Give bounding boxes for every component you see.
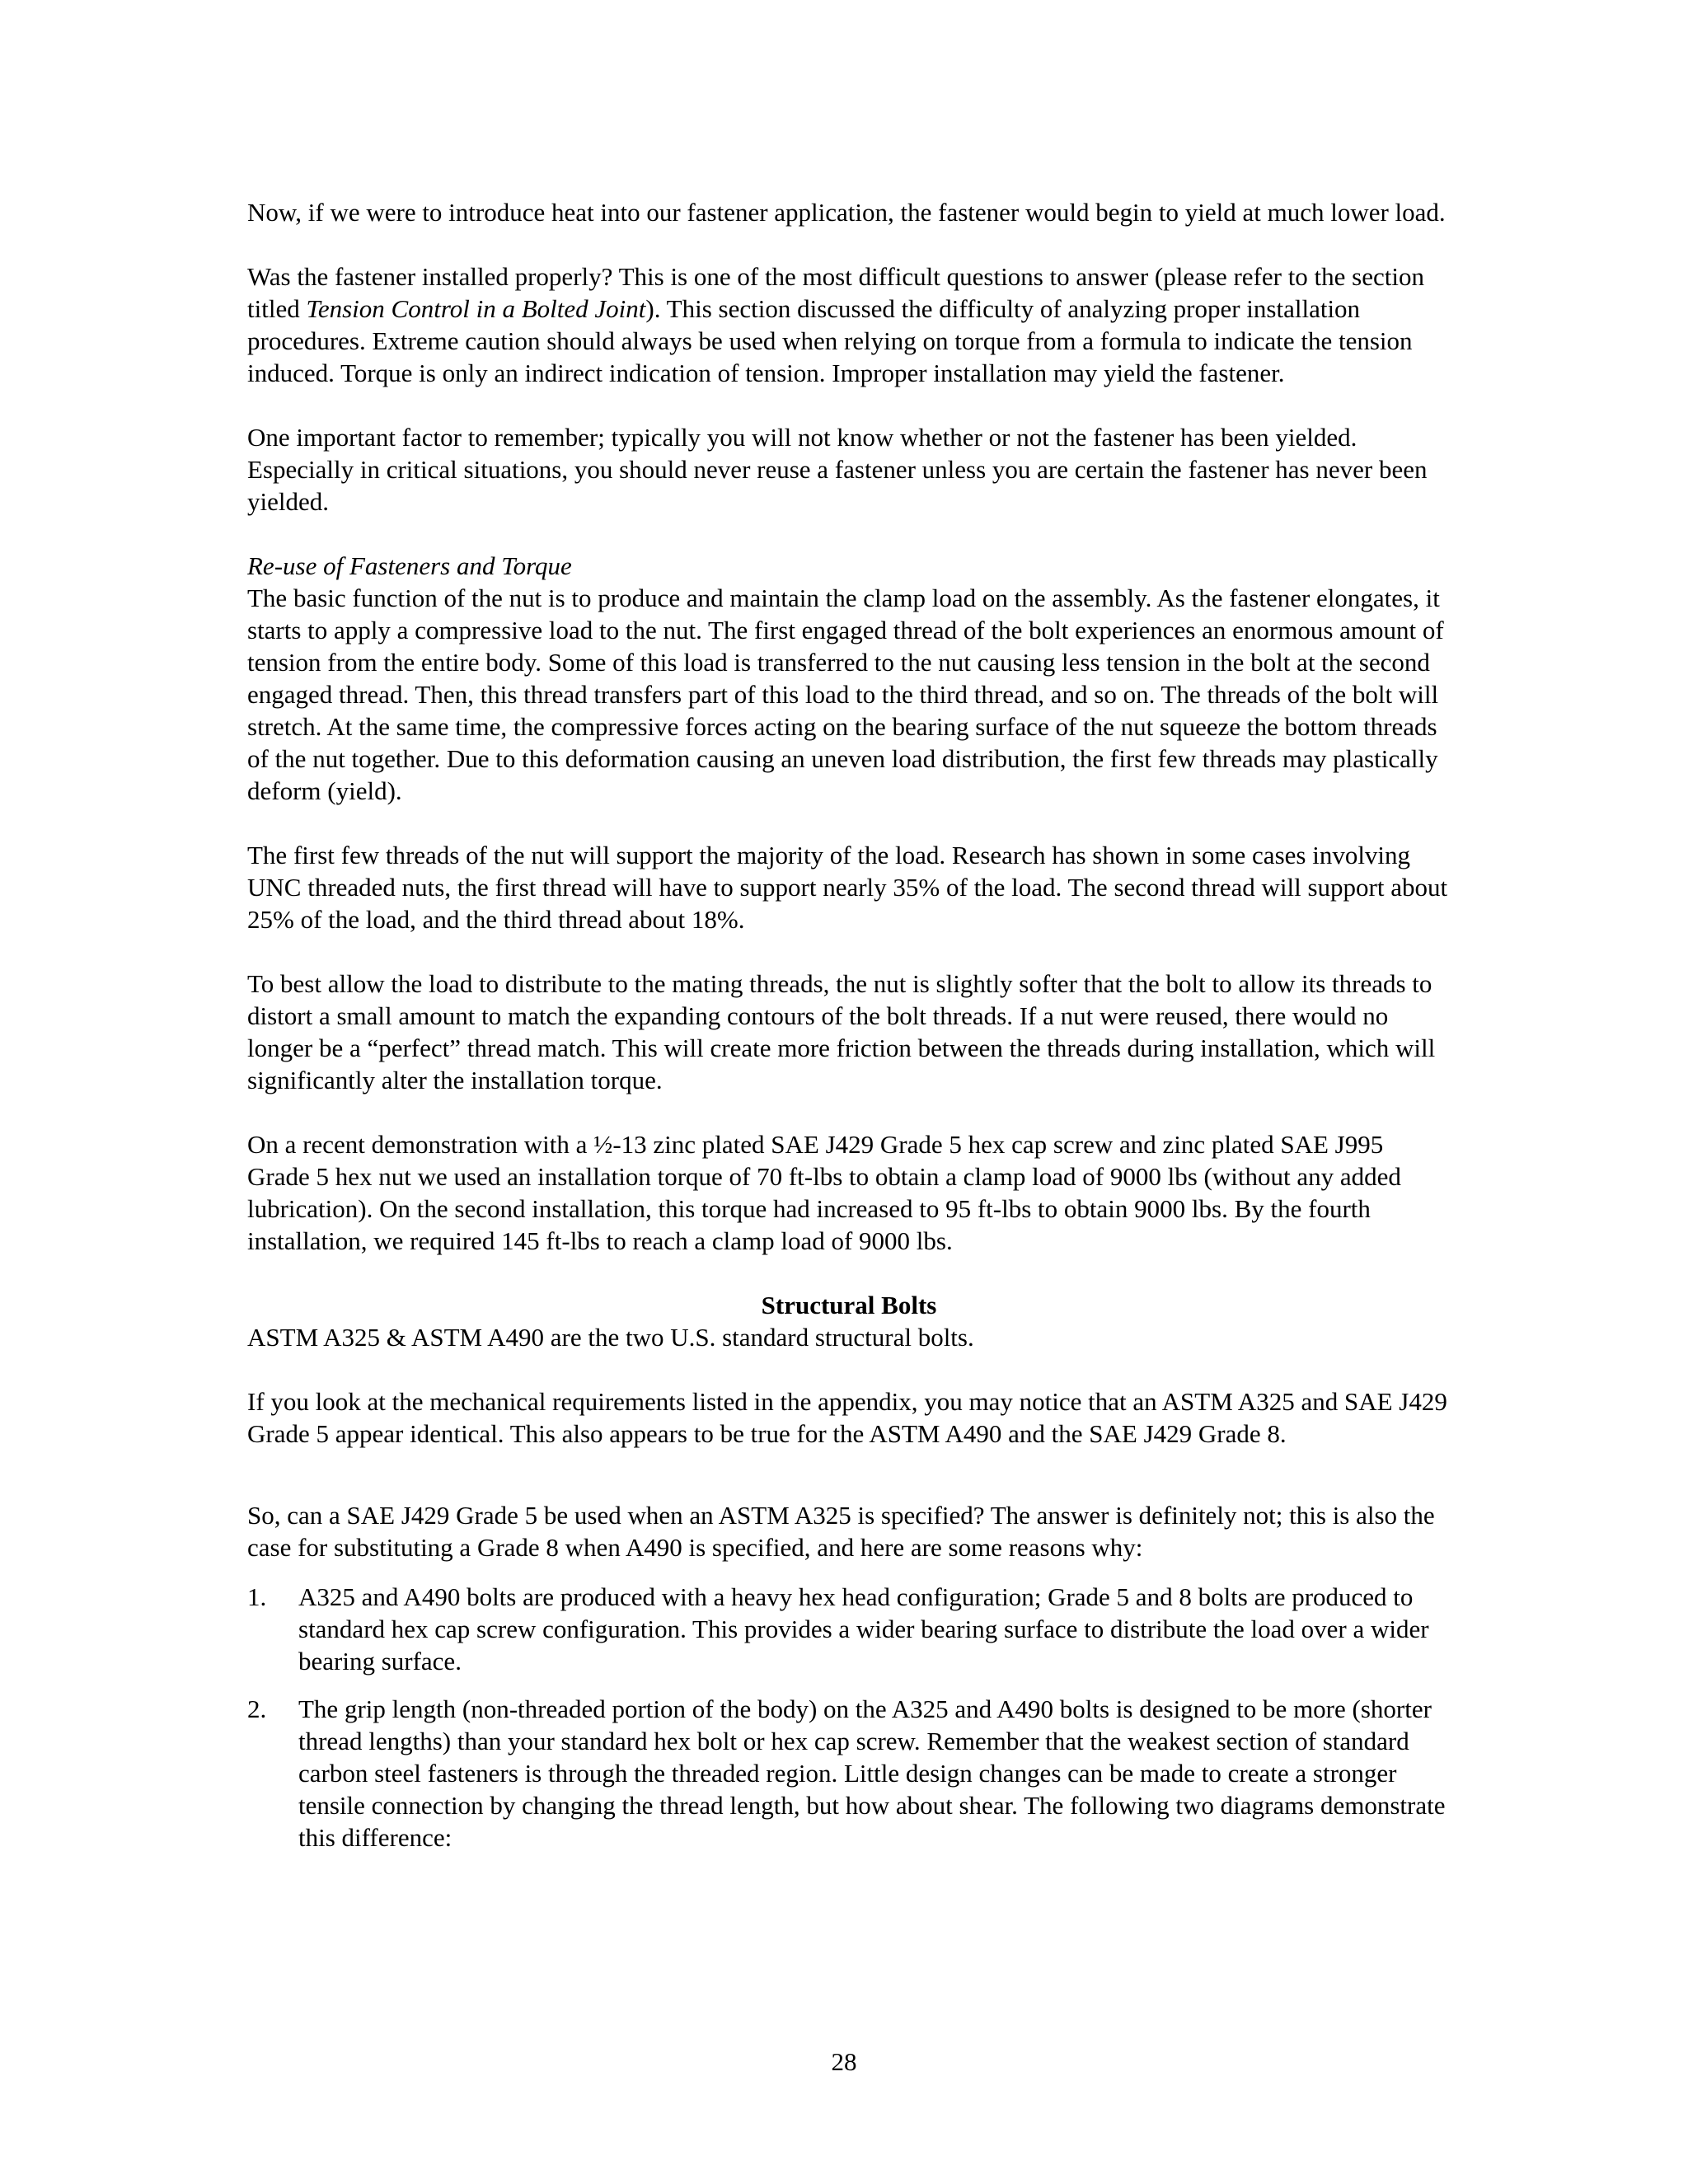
list-item-text: A325 and A490 bolts are produced with a heavy hex head configuration; Grade 5 and 8 bolts are produced to standard hex cap screw configuration. This provides a wider bearing surface to distribute the load over a wider bearing surface. [298, 1582, 1429, 1675]
paragraph-installed-properly [247, 260, 1451, 389]
page-number: 28 [831, 2047, 857, 2076]
paragraph-thread-distortion: To best allow the load to distribute to the mating threads, the nut is slightly softer that the bolt to allow its threads to distort a small amount to match the expanding contours of the bolt threads. If a nut were reused, there would no longer be a “perfect” thread match. This will create more friction between the threads during installation, which will significantly alter the installation torque. [247, 969, 1436, 1094]
section-reference-title: Tension Control in a Bolted Joint [306, 294, 646, 323]
list-item-text: The grip length (non-threaded portion of the body) on the A325 and A490 bolts is designed to be more (shorter thread lengths) than your standard hex bolt or hex cap screw. Remember that the weakest section of standard carbon steel fasteners is through the threaded region. Little design changes can be made to create a stronger tensile connection by changing the thread length, but how about shear. The following two diagrams demonstrate this difference: [298, 1694, 1446, 1852]
paragraph-installed-properly-part-a: Was the fastener installed properly? This is one of the most difficult questions to answer (please refer to the section titled [247, 262, 1424, 323]
reasons-list [247, 1581, 1451, 1854]
section-heading-reuse: Re-use of Fasteners and Torque [247, 551, 572, 580]
list-item-number: 1. [247, 1582, 267, 1611]
document-body [247, 196, 1451, 1869]
paragraph-structural-standards: ASTM A325 & ASTM A490 are the two U.S. standard structural bolts. [247, 1323, 974, 1352]
paragraph-thread-load-share: The first few threads of the nut will support the majority of the load. Research has shown in some cases involving UNC threaded nuts, the first thread will have to support nearly 35% of the load. The second thread will support about 25% of the load, and the third thread about 18%. [247, 841, 1448, 934]
section-heading-structural-bolts: Structural Bolts [761, 1291, 937, 1319]
paragraph-installed-properly-part-b: ). This section discussed the difficulty of analyzing proper installation procedures. Extreme caution should always be used when relying on torque from a formula to indicate the tension induced. Torque is only an indirect indication of tension. Improper installation may yield the fastener. [247, 294, 1413, 387]
paragraph-mechanical-requirements: If you look at the mechanical requirements listed in the appendix, you may notice that an ASTM A325 and SAE J429 Grade 5 appear identical. This also appears to be true for the ASTM A490 and the SAE J429 Grade 8. [247, 1387, 1447, 1448]
list-item [247, 1693, 1451, 1854]
list-item [247, 1581, 1451, 1677]
list-item-number: 2. [247, 1694, 267, 1723]
paragraph-nut-function: The basic function of the nut is to produce and maintain the clamp load on the assembly. As the fastener elongates, it starts to apply a compressive load to the nut. The first engaged thread of the bolt experiences an enormous amount of tension from the entire body. Some of this load is transferred to the nut causing less tension in the bolt at the second engaged thread. Then, this thread transfers part of this load to the third thread, and so on. The threads of the bolt will stretch. At the same time, the compressive forces acting on the bearing surface of the nut squeeze the bottom threads of the nut together. Due to this deformation causing an uneven load distribution, the first few threads may plastically deform (yield). [247, 583, 1444, 805]
paragraph-substitution-question: So, can a SAE J429 Grade 5 be used when an ASTM A325 is specified? The answer is definitely not; this is also the case for substituting a Grade 8 when A490 is specified, and here are some reasons why: [247, 1501, 1435, 1562]
paragraph-heat-yield: Now, if we were to introduce heat into our fastener application, the fastener would begin to yield at much lower load. [247, 198, 1446, 227]
paragraph-important-factor: One important factor to remember; typically you will not know whether or not the fastener has been yielded. Especially in critical situations, you should never reuse a fastener unless you are certain the fastener has never been yielded. [247, 423, 1428, 516]
paragraph-demonstration: On a recent demonstration with a ½-13 zinc plated SAE J429 Grade 5 hex cap screw and zinc plated SAE J995 Grade 5 hex nut we used an installation torque of 70 ft-lbs to obtain a clamp load of 9000 lbs (without any added lubrication). On the second installation, this torque had increased to 95 ft-lbs to obtain 9000 lbs. By the fourth installation, we required 145 ft-lbs to reach a clamp load of 9000 lbs. [247, 1130, 1401, 1255]
